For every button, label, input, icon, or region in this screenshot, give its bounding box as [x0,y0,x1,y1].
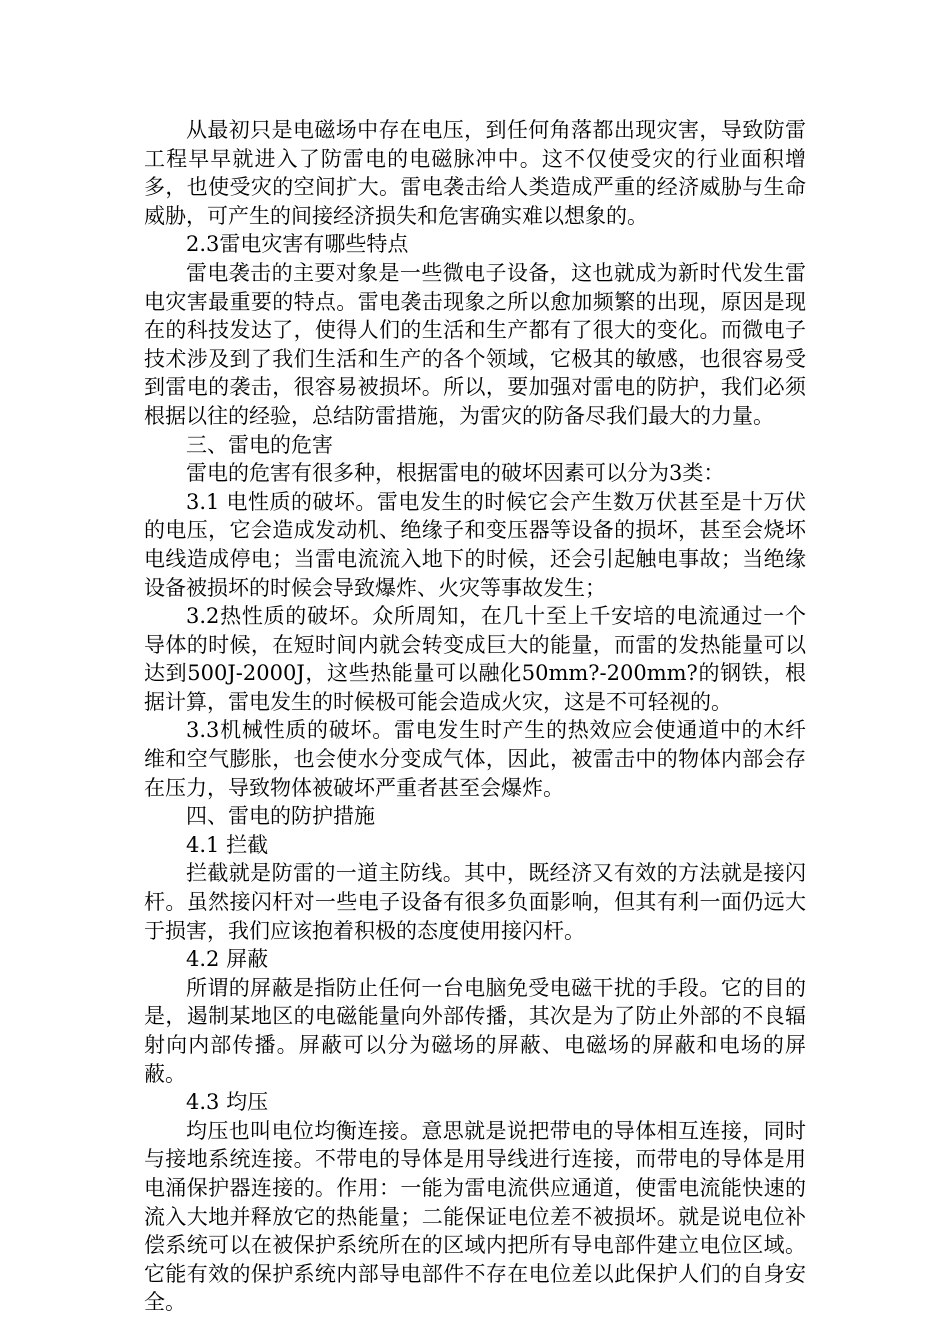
paragraph-4-2: 所谓的屏蔽是指防止任何一台电脑免受电磁干扰的手段。它的目的是，遏制某地区的电磁能量向外部传播，其次是为了防止外部的不良辐射向内部传播。屏蔽可以分为磁场的屏蔽、电磁场的屏蔽和电场的屏蔽。 [144,975,806,1086]
document-body [144,116,806,1317]
paragraph-4-1: 拦截就是防雷的一道主防线。其中，既经济又有效的方法就是接闪杆。虽然接闪杆对一些电子设备有很多负面影响，但其有利一面仍远大于损害，我们应该抱着积极的态度使用接闪杆。 [144,861,806,943]
heading-4-3: 4.3 均压 [186,1090,269,1115]
heading-section-3: 三、雷电的危害 [186,432,333,457]
paragraph-4-3: 均压也叫电位均衡连接。意思就是说把带电的导体相互连接，同时与接地系统连接。不带电的导体是用导线进行连接，而带电的导体是用电涌保护器连接的。作用：一能为雷电流供应通道，使雷电流能快速的流入大地并释放它的热能量；二能保证电位差不被损坏。就是说电位补偿系统可以在被保护系统所在的区域内把所有导电部件建立电位区域。它能有效的保护系统内部导电部件不存在电位差以此保护人们的自身安全。 [144,1118,806,1315]
heading-section-4: 四、雷电的防护措施 [186,804,375,829]
paragraph-3-1: 3.1 电性质的破坏。雷电发生的时候它会产生数万伏甚至是十万伏的电压，它会造成发动机、绝缘子和变压器等设备的损坏，甚至会烧坏电线造成停电；当雷电流流入地下的时候，还会引起触电事故；当绝缘设备被损坏的时候会导致爆炸、火灾等事故发生； [144,489,806,600]
paragraph-section-3-intro: 雷电的危害有很多种，根据雷电的破坏因素可以分为3类： [186,461,725,486]
paragraph-2-3-body: 雷电袭击的主要对象是一些微电子设备，这也就成为新时代发生雷电灾害最重要的特点。雷电袭击现象之所以愈加频繁的出现，原因是现在的科技发达了，使得人们的生活和生产都有了很大的变化。而微电子技术涉及到了我们生活和生产的各个领域，它极其的敏感，也很容易受到雷电的袭击，很容易被损坏。所以，要加强对雷电的防护，我们必须根据以往的经验，总结防雷措施，为雷灾的防备尽我们最大的力量。 [144,260,806,428]
paragraph-3-2: 3.2热性质的破坏。众所周知，在几十至上千安培的电流通过一个导体的时候，在短时间内就会转变成巨大的能量，而雷的发热能量可以达到500J-2000J，这些热能量可以融化50mm?-200mm?的钢铁，根据计算，雷电发生的时候极可能会造成火灾，这是不可轻视的。 [144,604,806,714]
paragraph-3-3: 3.3机械性质的破坏。雷电发生时产生的热效应会使通道中的木纤维和空气膨胀，也会使水分变成气体，因此，被雷击中的物体内部会存在压力，导致物体被破坏严重者甚至会爆炸。 [144,718,806,800]
heading-4-2: 4.2 屏蔽 [186,947,269,972]
heading-2-3: 2.3雷电灾害有哪些特点 [186,232,409,257]
paragraph-intro-continued: 从最初只是电磁场中存在电压，到任何角落都出现灾害，导致防雷工程早早就进入了防雷电的电磁脉冲中。这不仅使受灾的行业面积增多，也使受灾的空间扩大。雷电袭击给人类造成严重的经济威胁与生命威胁，可产生的间接经济损失和危害确实难以想象的。 [144,118,806,228]
heading-4-1: 4.1 拦截 [186,832,269,857]
